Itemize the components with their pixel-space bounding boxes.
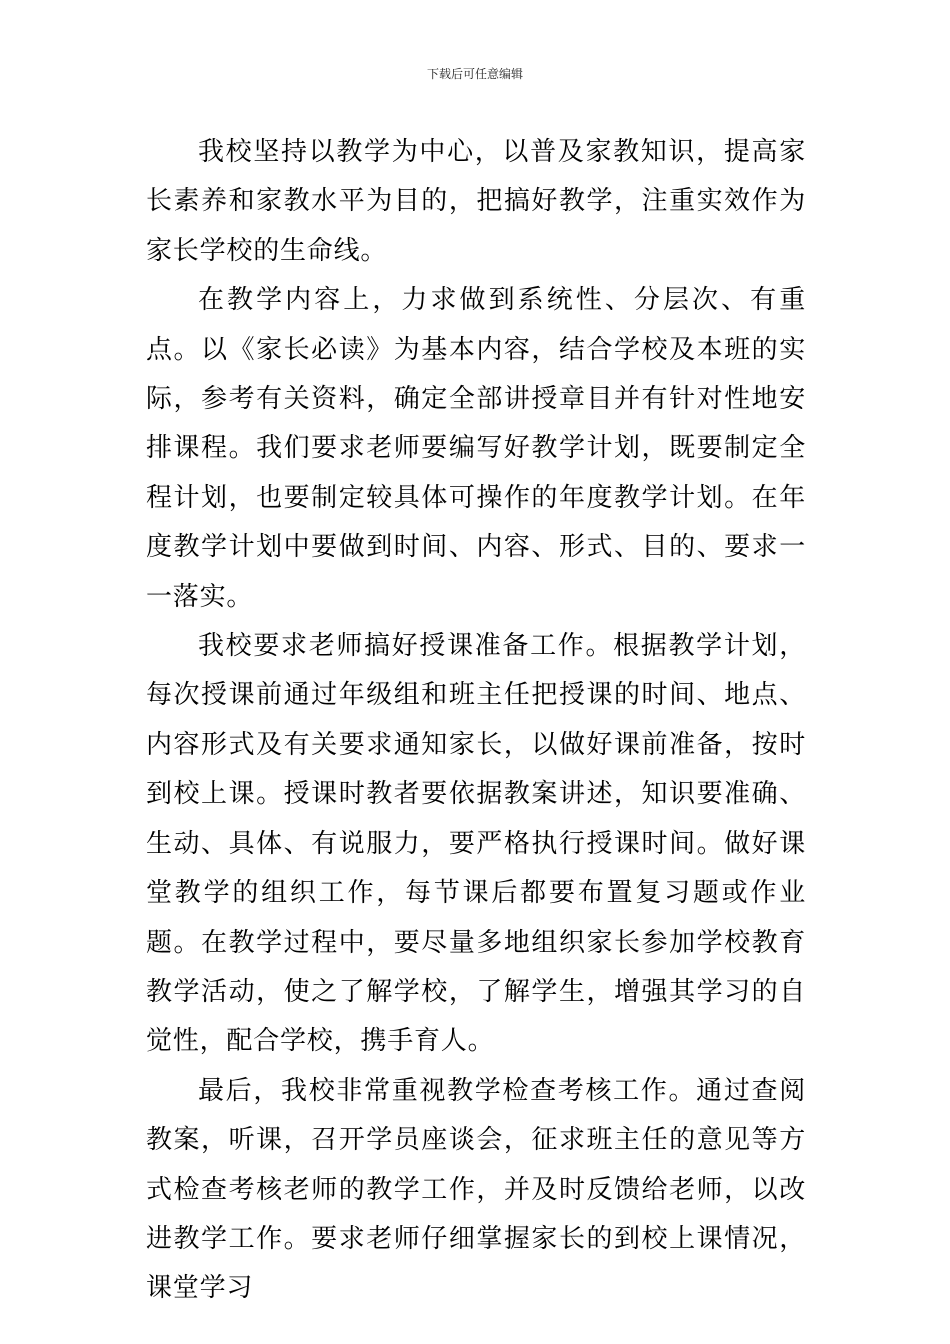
- page-header: 下载后可任意编辑: [426, 67, 523, 81]
- paragraph-lesson-preparation: 我校要求老师搞好授课准备工作。根据教学计划，每次授课前通过年级组和班主任把授课的时间、地点、内容形式及有关要求通知家长，以做好课前准备，按时到校上课。授课时教者要依据教案讲述，知识要准确、生动、具体、有说服力，要严格执行授课时间。做好课堂教学的组织工作，每节课后都要布置复习题或作业题。在教学过程中，要尽量多地组织家长参加学校教育教学活动，使之了解学校，了解学生，增强其学习的自觉性，配合学校，携手育人。: [146, 631, 806, 1057]
- document-body: [146, 128, 806, 1314]
- paragraph-teaching-center: 我校坚持以教学为中心，以普及家教知识，提高家长素养和家教水平为目的，把搞好教学，注重实效作为家长学校的生命线。: [146, 137, 806, 266]
- paragraph-teaching-inspection: 最后，我校非常重视教学检查考核工作。通过查阅教案，听课，召开学员座谈会，征求班主任的意见等方式检查考核老师的教学工作，并及时反馈给老师，以改进教学工作。要求老师仔细掌握家长的到校上课情况，课堂学习: [146, 1075, 806, 1304]
- paragraph-teaching-content: 在教学内容上，力求做到系统性、分层次、有重点。以《家长必读》为基本内容，结合学校及本班的实际，参考有关资料，确定全部讲授章目并有针对性地安排课程。我们要求老师要编写好教学计划，既要制定全程计划，也要制定较具体可操作的年度教学计划。在年度教学计划中要做到时间、内容、形式、目的、要求一一落实。: [146, 285, 806, 612]
